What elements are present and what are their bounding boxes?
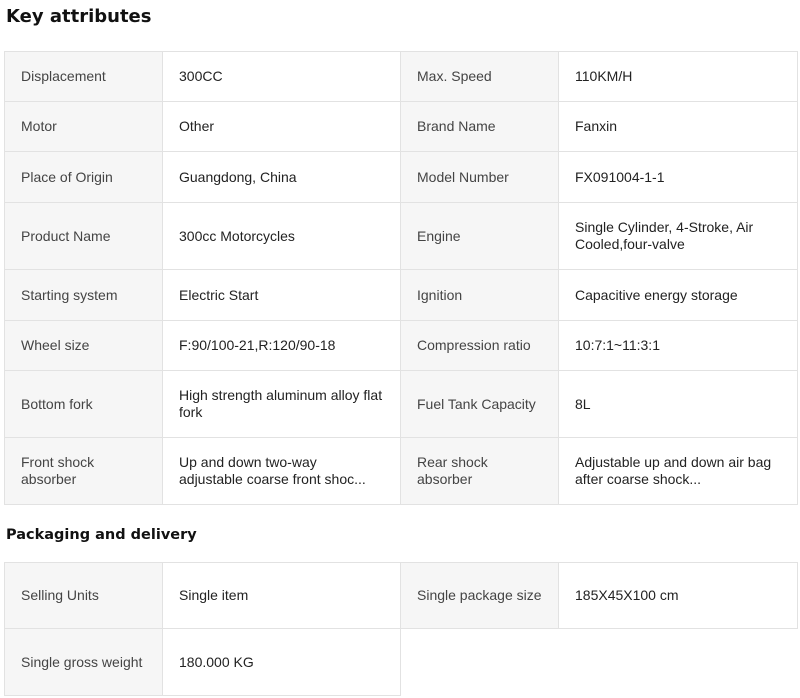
- attribute-value: 110KM/H: [559, 52, 798, 102]
- empty-cell: [559, 629, 798, 696]
- attribute-value: F:90/100-21,R:120/90-18: [163, 321, 401, 371]
- attribute-value: 300cc Motorcycles: [163, 203, 401, 270]
- attribute-value: Single Cylinder, 4-Stroke, Air Cooled,four-valve: [559, 203, 798, 270]
- attribute-value: Electric Start: [163, 270, 401, 321]
- attribute-label: Brand Name: [401, 102, 559, 152]
- attribute-value: 300CC: [163, 52, 401, 102]
- attribute-label: Displacement: [5, 52, 163, 102]
- table-row: [5, 102, 798, 152]
- table-row: [5, 152, 798, 203]
- attribute-label: Fuel Tank Capacity: [401, 371, 559, 438]
- packaging-delivery-table: [4, 562, 798, 696]
- attribute-label: Wheel size: [5, 321, 163, 371]
- attribute-label: Ignition: [401, 270, 559, 321]
- attribute-label: Starting system: [5, 270, 163, 321]
- attribute-label: Bottom fork: [5, 371, 163, 438]
- attribute-label: Max. Speed: [401, 52, 559, 102]
- attribute-value: Other: [163, 102, 401, 152]
- table-row: [5, 203, 798, 270]
- attribute-label: Engine: [401, 203, 559, 270]
- attribute-value: 180.000 KG: [163, 629, 401, 696]
- attribute-value: Up and down two-way adjustable coarse front shoc...: [163, 438, 401, 505]
- attribute-value: 185X45X100 cm: [559, 563, 798, 629]
- attribute-label: Rear shock absorber: [401, 438, 559, 505]
- attribute-label: Selling Units: [5, 563, 163, 629]
- empty-cell: [401, 629, 559, 696]
- table-row: [5, 563, 798, 629]
- key-attributes-table: [4, 51, 798, 505]
- packaging-delivery-title: Packaging and delivery: [6, 527, 197, 543]
- table-row: [5, 629, 798, 696]
- table-row: [5, 371, 798, 438]
- table-row: [5, 438, 798, 505]
- attribute-value: 10:7:1~11:3:1: [559, 321, 798, 371]
- attribute-label: Motor: [5, 102, 163, 152]
- attribute-value: FX091004-1-1: [559, 152, 798, 203]
- table-row: [5, 52, 798, 102]
- attribute-value: 8L: [559, 371, 798, 438]
- attribute-label: Compression ratio: [401, 321, 559, 371]
- attribute-value: Capacitive energy storage: [559, 270, 798, 321]
- attribute-value: Guangdong, China: [163, 152, 401, 203]
- attribute-value: Adjustable up and down air bag after coarse shock...: [559, 438, 798, 505]
- attribute-label: Place of Origin: [5, 152, 163, 203]
- attribute-value: Single item: [163, 563, 401, 629]
- attribute-value: High strength aluminum alloy flat fork: [163, 371, 401, 438]
- attribute-label: Model Number: [401, 152, 559, 203]
- attribute-label: Product Name: [5, 203, 163, 270]
- attribute-label: Single package size: [401, 563, 559, 629]
- table-row: [5, 270, 798, 321]
- attribute-label: Front shock absorber: [5, 438, 163, 505]
- attribute-value: Fanxin: [559, 102, 798, 152]
- key-attributes-title: Key attributes: [6, 6, 152, 27]
- attribute-label: Single gross weight: [5, 629, 163, 696]
- table-row: [5, 321, 798, 371]
